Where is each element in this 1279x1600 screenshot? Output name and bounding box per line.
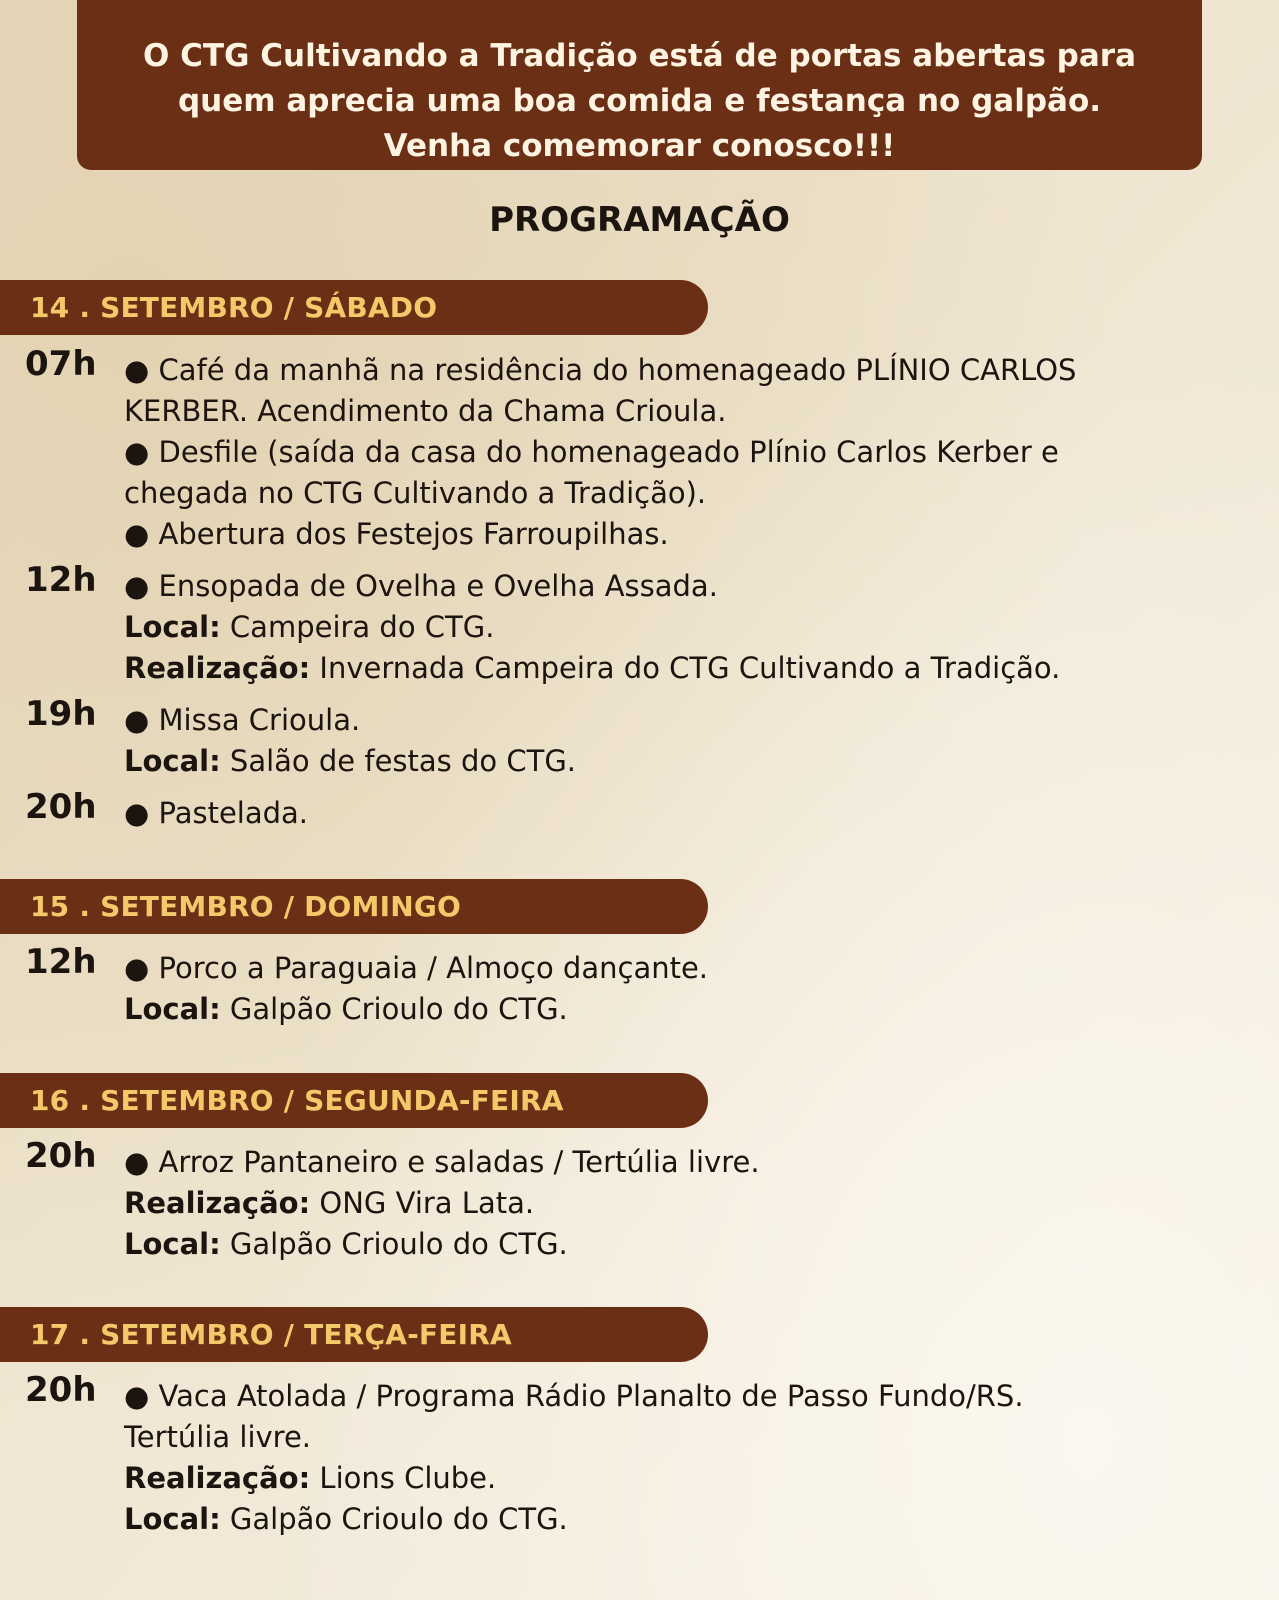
slot-hour: 20h <box>25 1370 97 1410</box>
intro-line-3: Venha comemorar conosco!!! <box>383 128 896 164</box>
slot-hour: 07h <box>25 344 97 384</box>
realizacao-value: ONG Vira Lata. <box>310 1186 535 1220</box>
local-label: Local: <box>124 1502 221 1536</box>
day-heading-14: 14 . SETEMBRO / SÁBADO <box>0 280 708 335</box>
schedule-slot <box>0 560 1279 689</box>
slot-line: chegada no CTG Cultivando a Tradição). <box>124 476 707 510</box>
slot-realizacao <box>124 1458 1279 1499</box>
slot-local <box>124 1499 1279 1540</box>
local-label: Local: <box>124 992 221 1026</box>
intro-line-1: O CTG Cultivando a Tradição está de portas abertas para <box>143 38 1136 74</box>
slot-line: ● Vaca Atolada / Programa Rádio Planalto de Passo Fundo/RS. <box>124 1379 1024 1413</box>
intro-banner <box>77 0 1202 170</box>
local-value: Galpão Crioulo do CTG. <box>220 1227 568 1261</box>
local-value: Salão de festas do CTG. <box>220 744 577 778</box>
slot-line: ● Missa Crioula. <box>124 703 361 737</box>
local-value: Galpão Crioulo do CTG. <box>220 992 568 1026</box>
schedule-slot <box>0 1370 1279 1540</box>
slot-hour: 12h <box>25 942 97 982</box>
realizacao-label: Realização: <box>124 1186 311 1220</box>
slot-line: ● Café da manhã na residência do homenageado PLÍNIO CARLOS <box>124 353 1077 387</box>
slot-hour: 19h <box>25 694 97 734</box>
slot-local <box>124 741 1279 782</box>
day-heading-16: 16 . SETEMBRO / SEGUNDA-FEIRA <box>0 1073 708 1128</box>
realizacao-value: Invernada Campeira do CTG Cultivando a Tradição. <box>310 651 1061 685</box>
slot-hour: 12h <box>25 560 97 600</box>
realizacao-label: Realização: <box>124 651 311 685</box>
schedule-slot <box>0 787 1279 834</box>
slot-hour: 20h <box>25 787 97 827</box>
day-heading-15: 15 . SETEMBRO / DOMINGO <box>0 879 708 934</box>
day-heading-17: 17 . SETEMBRO / TERÇA-FEIRA <box>0 1307 708 1362</box>
schedule-slot <box>0 942 1279 1030</box>
schedule-slot <box>0 1136 1279 1265</box>
slot-line: ● Abertura dos Festejos Farroupilhas. <box>124 517 669 551</box>
schedule-slot <box>0 344 1279 555</box>
local-label: Local: <box>124 744 221 778</box>
slot-local <box>124 607 1279 648</box>
schedule-slot <box>0 694 1279 782</box>
slot-hour: 20h <box>25 1136 97 1176</box>
slot-line: KERBER. Acendimento da Chama Crioula. <box>124 394 727 428</box>
slot-local <box>124 1224 1279 1265</box>
slot-realizacao <box>124 1183 1279 1224</box>
slot-line: ● Pastelada. <box>124 796 309 830</box>
realizacao-label: Realização: <box>124 1461 311 1495</box>
program-title: PROGRAMAÇÃO <box>489 200 790 240</box>
slot-local <box>124 989 1279 1030</box>
local-value: Campeira do CTG. <box>220 610 495 644</box>
slot-line: ● Desfile (saída da casa do homenageado Plínio Carlos Kerber e <box>124 435 1059 469</box>
local-value: Galpão Crioulo do CTG. <box>220 1502 568 1536</box>
slot-realizacao <box>124 648 1279 689</box>
slot-line: ● Porco a Paraguaia / Almoço dançante. <box>124 951 709 985</box>
local-label: Local: <box>124 610 221 644</box>
slot-line: ● Ensopada de Ovelha e Ovelha Assada. <box>124 569 718 603</box>
intro-line-2: quem aprecia uma boa comida e festança no galpão. <box>177 83 1102 119</box>
local-label: Local: <box>124 1227 221 1261</box>
slot-line: Tertúlia livre. <box>124 1420 312 1454</box>
realizacao-value: Lions Clube. <box>310 1461 497 1495</box>
slot-line: ● Arroz Pantaneiro e saladas / Tertúlia livre. <box>124 1145 760 1179</box>
